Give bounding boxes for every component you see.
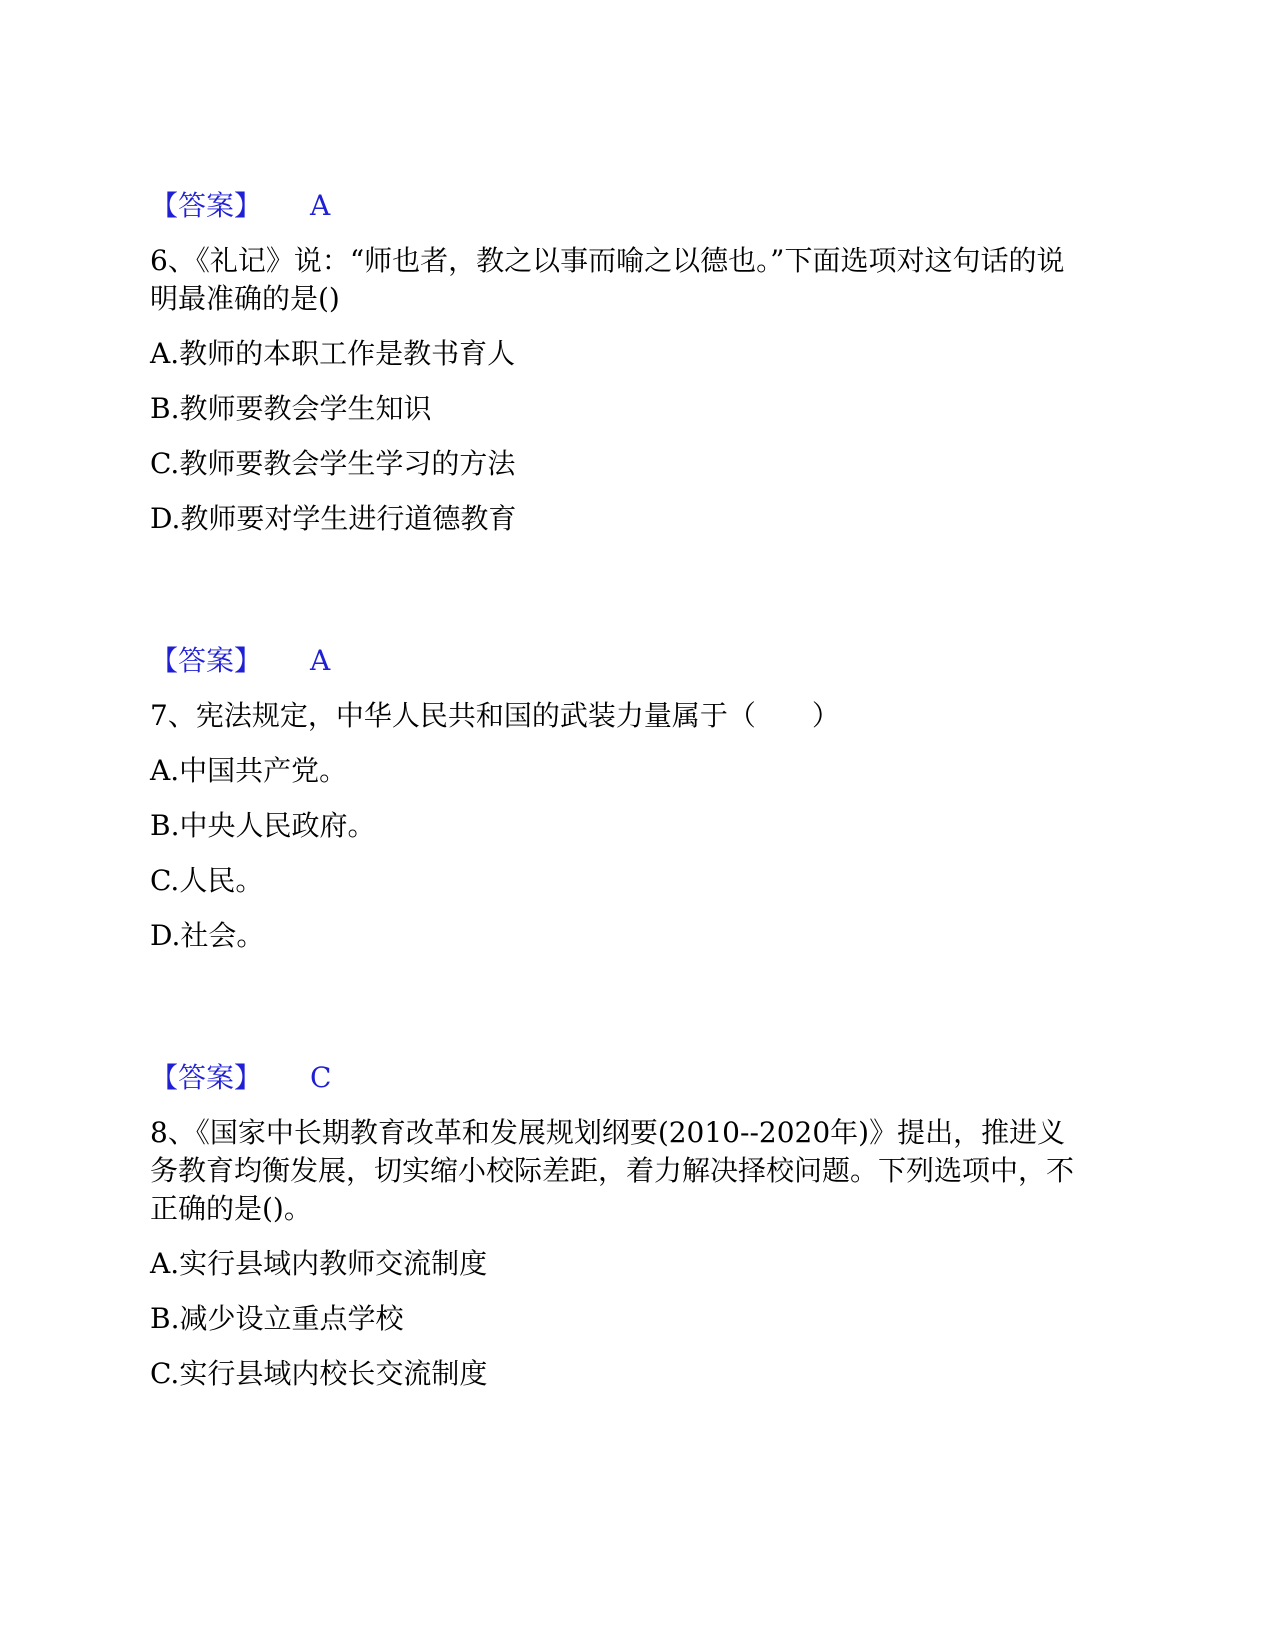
answer-line [150, 643, 330, 679]
option-a: A.教师的本职工作是教书育人 [150, 337, 516, 370]
option-a: A.实行县域内教师交流制度 [150, 1247, 488, 1280]
question-text: 6、《礼记》说：“师也者，教之以事而喻之以德也。”下面选项对这句话的说 [150, 244, 1065, 277]
question-text: 明最准确的是() [150, 282, 340, 315]
answer-value: A [310, 644, 331, 677]
answer-line [150, 1060, 331, 1096]
question-text: 8、《国家中长期教育改革和发展规划纲要(2010--2020年)》提出，推进义 [150, 1116, 1066, 1149]
option-c: C.教师要教会学生学习的方法 [150, 447, 516, 480]
answer-label: 【答案】 [150, 1061, 263, 1094]
option-c: C.人民。 [150, 864, 264, 897]
question-text: 正确的是()。 [150, 1192, 312, 1225]
option-b: B.教师要教会学生知识 [150, 392, 432, 425]
option-a: A.中国共产党。 [150, 754, 348, 787]
question-text: 7、宪法规定，中华人民共和国的武装力量属于（ ） [150, 699, 840, 732]
answer-value: C [310, 1061, 332, 1094]
option-b: B.减少设立重点学校 [150, 1302, 404, 1335]
option-c: C.实行县域内校长交流制度 [150, 1357, 488, 1390]
answer-label: 【答案】 [150, 644, 263, 677]
answer-value: A [310, 189, 331, 222]
option-b: B.中央人民政府。 [150, 809, 376, 842]
option-d: D.社会。 [150, 919, 265, 952]
question-text: 务教育均衡发展，切实缩小校际差距，着力解决择校问题。下列选项中，不 [150, 1154, 1075, 1187]
answer-label: 【答案】 [150, 189, 263, 222]
option-d: D.教师要对学生进行道德教育 [150, 502, 517, 535]
answer-line [150, 188, 330, 224]
